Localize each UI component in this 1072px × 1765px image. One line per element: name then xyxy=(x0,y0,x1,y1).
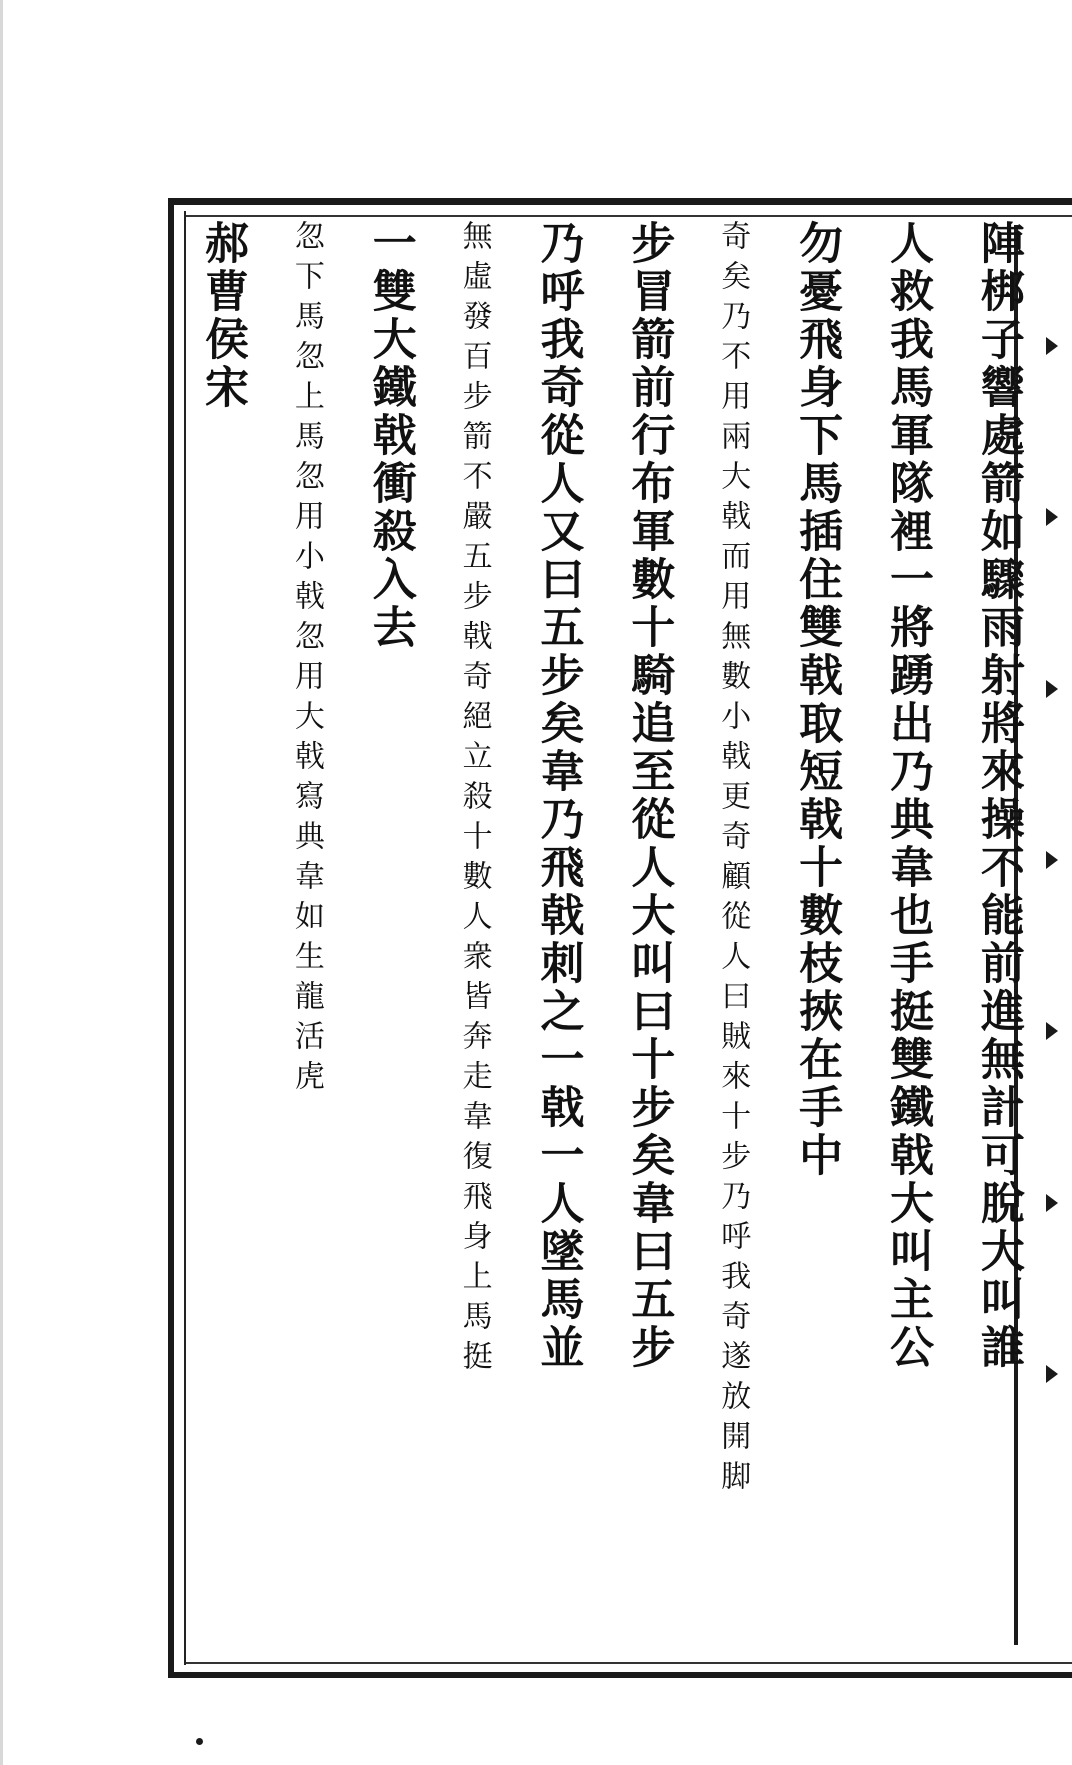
text-column: 一雙大鐵戟衝殺入去 xyxy=(364,220,416,652)
commentary-column: 無虛發百步箭不嚴五步戟奇絕立殺十數人衆皆奔走韋復飛身上馬挺 xyxy=(456,220,492,1380)
page-fold-edge xyxy=(0,0,3,1765)
commentary-column: 奇矣乃不用兩大戟而用無數小戟更奇顧從人曰賊來十步乃呼我奇遂放開脚 xyxy=(715,220,751,1500)
inner-left-rule xyxy=(184,211,186,1665)
text-column: 乃呼我奇從人又曰五步矣韋乃飛戟刺之一戟一人墜馬並 xyxy=(532,220,584,1372)
margin-marker-icon xyxy=(1046,508,1058,526)
margin-markers xyxy=(1046,260,1058,1460)
text-column: 人救我馬軍隊裡一將踴出乃典韋也手挺雙鐵戟大叫主公 xyxy=(882,220,933,1372)
inner-top-rule xyxy=(186,215,1072,217)
text-columns xyxy=(197,220,1024,1660)
text-column: 步冒箭前行布軍數十騎追至從人大叫曰十步矣韋曰五步 xyxy=(623,220,675,1372)
margin-marker-icon xyxy=(1046,680,1058,698)
text-column: 勿憂飛身下馬插住雙戟取短戟十數枝挾在手中 xyxy=(791,220,843,1180)
margin-marker-icon xyxy=(1046,337,1058,355)
margin-marker-icon xyxy=(1046,1194,1058,1212)
text-column: 郝曹侯宋 xyxy=(197,220,248,412)
text-column: 陣梆子響處箭如驟雨射將來操不能前進無計可脫大叫誰 xyxy=(972,220,1024,1372)
ink-spot xyxy=(196,1738,203,1745)
margin-marker-icon xyxy=(1046,851,1058,869)
margin-marker-icon xyxy=(1046,1022,1058,1040)
margin-marker-icon xyxy=(1046,1365,1058,1383)
commentary-column: 忽下馬忽上馬忽用小戟忽用大戟寫典韋如生龍活虎 xyxy=(288,220,324,1100)
inner-bottom-rule xyxy=(186,1662,1072,1664)
